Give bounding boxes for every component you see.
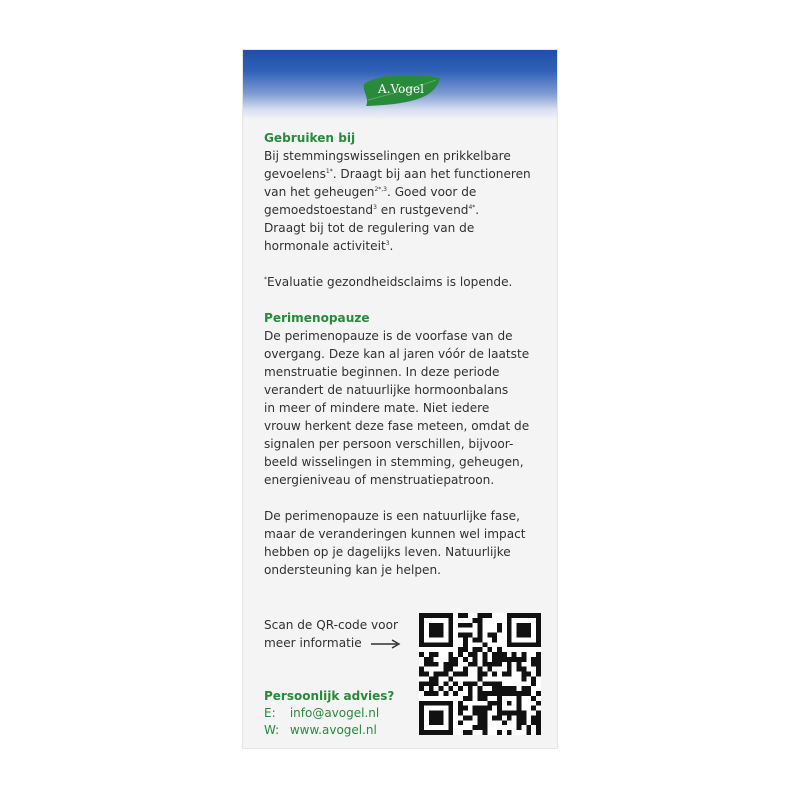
section-heading-perimenopauze: Perimenopauze bbox=[264, 311, 370, 325]
product-panel bbox=[243, 50, 557, 748]
perimenopause-paragraph: De perimenopauze is de voorfase van de overgang. Deze kan al jaren vóór de laatste menstruatie beginnen. In deze periode verandert de natuurlijke hormoonbalans in meer of mindere mate. Niet iedere vrouw herkent deze fase meteen, omdat de signalen per persoon verschillen, bijvoor- beeld wisselingen in stemming, geheugen, energieniveau of menstruatiepatroon. bbox=[264, 329, 530, 487]
usage-line: van het geheugen$^{2*,3}$. Goed voor de bbox=[264, 185, 477, 199]
disclaimer-note: *Evaluatie gezondheidsclaims is lopende. bbox=[264, 275, 513, 289]
usage-line: gemoedstoestand$^3$ en rustgevend$^{4*}$. bbox=[264, 203, 480, 217]
qr-code[interactable] bbox=[419, 613, 541, 735]
contact-heading: Persoonlijk advies? bbox=[264, 689, 395, 703]
usage-line: hormonale activiteit$^3$. bbox=[264, 239, 394, 253]
avogel-logo bbox=[360, 74, 442, 108]
web-row: W: www.avogel.nl bbox=[264, 723, 377, 737]
qr-instruction: Scan de QR-code voor meer informatie bbox=[264, 618, 398, 650]
usage-line: Bij stemmingswisselingen en prikkelbare bbox=[264, 149, 511, 163]
contact-block bbox=[264, 688, 394, 739]
logo-text: A.Vogel bbox=[378, 82, 424, 96]
usage-paragraph bbox=[264, 147, 550, 255]
email-row: E: info@avogel.nl bbox=[264, 706, 380, 720]
usage-line: Draagt bij tot de regulering van de bbox=[264, 221, 475, 235]
section-heading-gebruiken: Gebruiken bij bbox=[264, 131, 356, 145]
arrow-right-icon bbox=[371, 639, 401, 649]
support-paragraph: De perimenopauze is een natuurlijke fase, maar de veranderingen kunnen wel impact hebben op je dagelijks leven. Natuurlijke ondersteuning kan je helpen. bbox=[264, 509, 526, 577]
website-link[interactable]: www.avogel.nl bbox=[289, 723, 377, 737]
text-content bbox=[264, 129, 550, 579]
email-link[interactable]: info@avogel.nl bbox=[289, 706, 380, 720]
usage-line: gevoelens$^{1*}$. Draagt bij aan het functioneren bbox=[264, 167, 531, 181]
